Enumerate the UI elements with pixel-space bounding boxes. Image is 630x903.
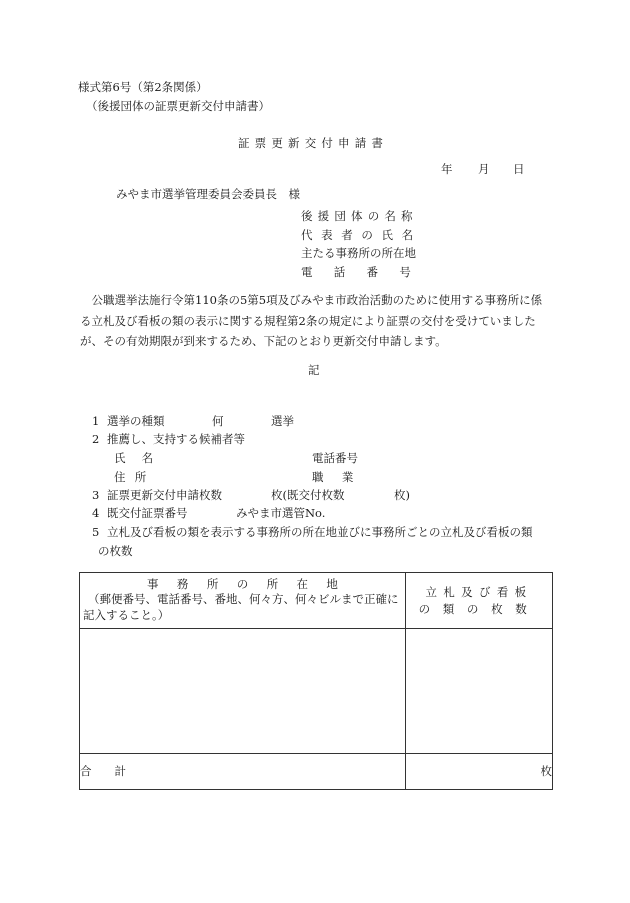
- item5-line2: の枚数: [98, 544, 133, 558]
- header-office-location: [80, 573, 406, 629]
- item4-number: 4: [92, 506, 100, 520]
- total-unit: 枚: [406, 754, 553, 790]
- date-month: 月: [478, 162, 490, 176]
- form-subtitle: （後援団体の証票更新交付申請書）: [86, 99, 270, 113]
- item3-label: 証票更新交付申請枚数: [107, 488, 222, 502]
- header-sign-count-line2: の類の枚数: [418, 601, 540, 616]
- applicant-phone: 電話番号: [301, 265, 433, 279]
- office-table: [79, 572, 553, 790]
- table-header-row: [80, 573, 553, 629]
- document-title: 証票更新交付申請書: [238, 136, 389, 150]
- item1-label: 選挙の種類: [107, 414, 165, 428]
- addressee: みやま市選挙管理委員会委員長 様: [116, 187, 300, 201]
- item2-number: 2: [92, 432, 100, 446]
- item1-election: 選挙: [271, 414, 294, 428]
- item5-number: 5: [92, 525, 100, 539]
- office-location-entry-cell[interactable]: [80, 629, 406, 754]
- applicant-office-location: 主たる事務所の所在地: [301, 246, 416, 260]
- item3-number: 3: [92, 488, 100, 502]
- sign-count-entry-cell[interactable]: [406, 629, 553, 754]
- total-label: 合 計: [80, 754, 406, 790]
- item3-sheets-end: 枚): [394, 488, 410, 502]
- header-office-title: 事務所の所在地: [147, 576, 357, 591]
- table-total-row: [80, 754, 553, 790]
- form-number: 様式第6号（第2条関係）: [78, 80, 208, 94]
- item4-label: 既交付証票番号: [107, 506, 188, 520]
- item1-what: 何: [212, 414, 224, 428]
- header-sign-count-line1: 立札及び看板: [425, 584, 533, 599]
- header-office-note2: 記入すること。）: [83, 608, 170, 623]
- date-day: 日: [513, 162, 525, 176]
- item2-label: 推薦し、支持する候補者等: [107, 432, 245, 446]
- item2-name-label: 氏名: [114, 451, 170, 465]
- item2-phone-label: 電話番号: [312, 451, 358, 465]
- ki-heading: 記: [308, 363, 320, 377]
- table-entry-row: [80, 629, 553, 754]
- item5-line1: 立札及び看板の類を表示する事務所の所在地並びに事務所ごとの立札及び看板の類: [107, 525, 533, 539]
- item4-value: みやま市選管No.: [236, 506, 326, 520]
- header-sign-count: [406, 573, 553, 629]
- header-office-note1: （郵便番号、電話番号、番地、何々方、何々ビルまで正確に: [88, 592, 399, 607]
- date-year: 年: [441, 162, 453, 176]
- applicant-representative: 代表者の氏名: [301, 228, 422, 242]
- item2-occupation-label: 職業: [312, 470, 372, 484]
- item2-address-label: 住所: [114, 470, 156, 484]
- item1-number: 1: [92, 414, 100, 428]
- applicant-group-name: 後援団体の名称: [301, 209, 418, 223]
- body-paragraph: 公職選挙法施行令第110条の5第5項及びみやま市政治活動のために使用する事務所に係る立札及び看板の類の表示に関する規程第2条の規定により証票の交付を受けていましたが、その有効期限が到来するため、下記のとおり更新交付申請します。: [80, 293, 543, 348]
- item3-sheets: 枚(既交付枚数: [271, 488, 345, 502]
